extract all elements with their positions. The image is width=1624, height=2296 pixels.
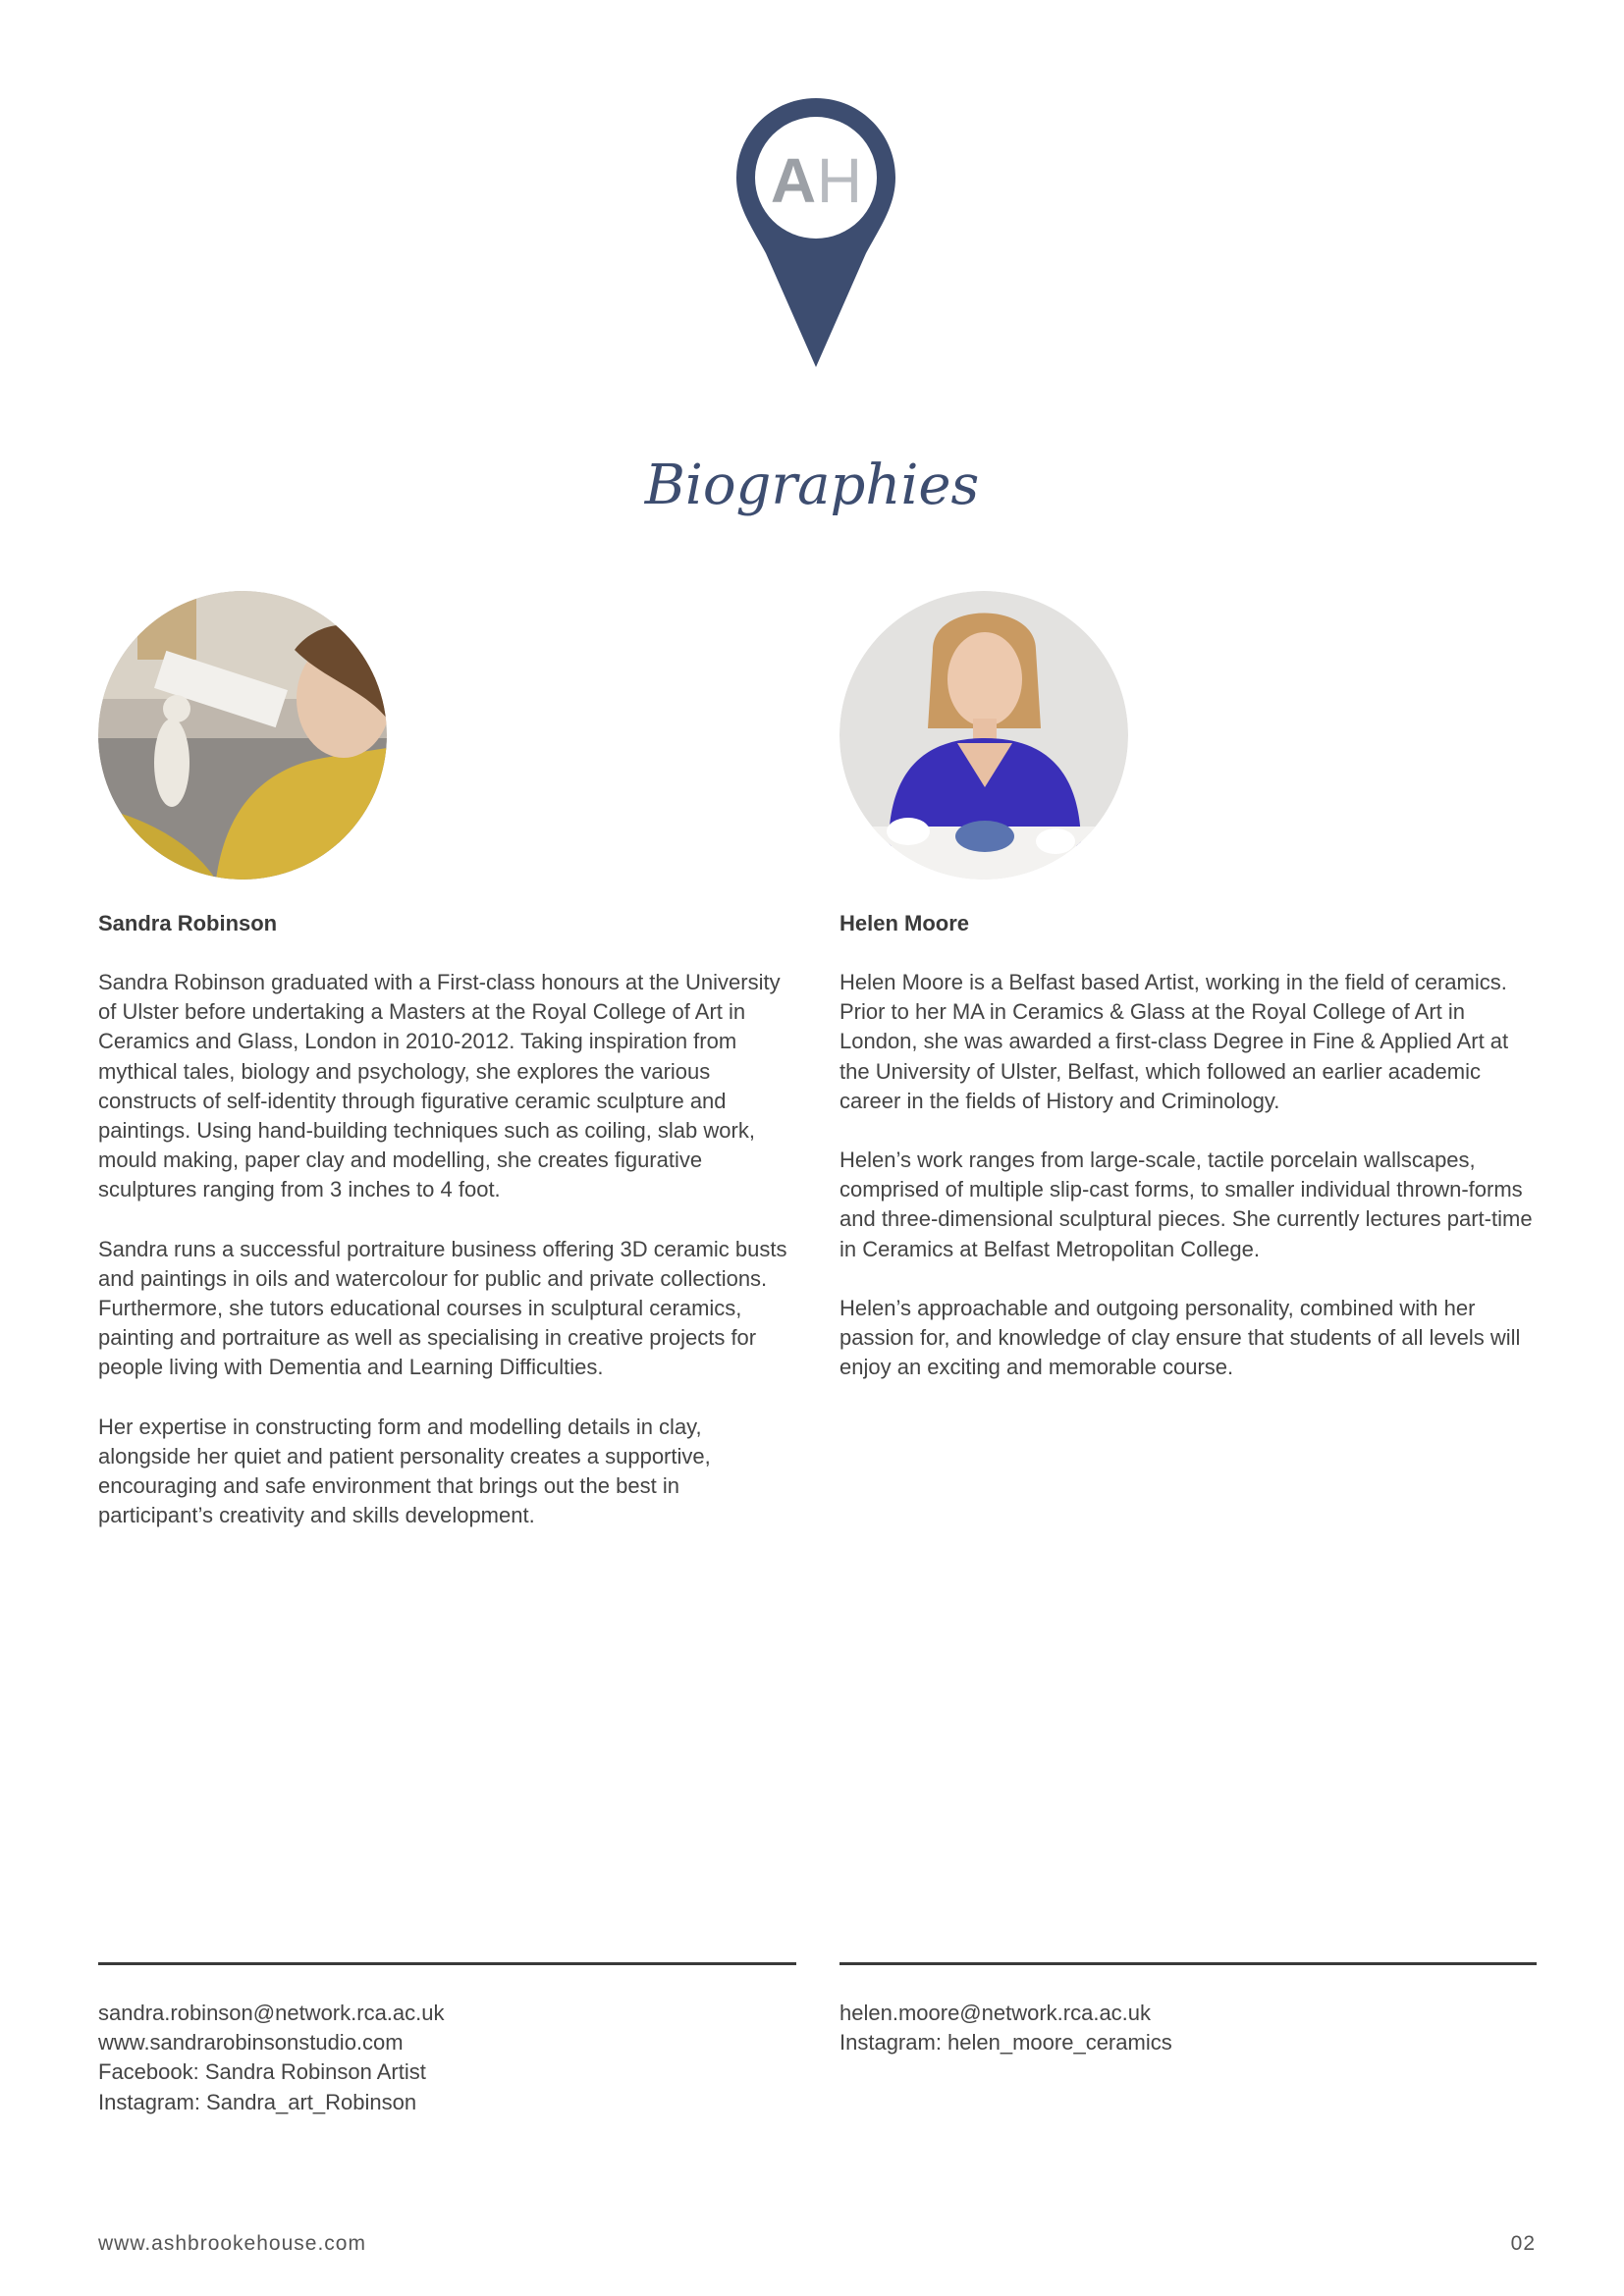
page-number: 02 <box>1510 2232 1536 2255</box>
contact-instagram: Instagram: Sandra_art_Robinson <box>98 2089 417 2114</box>
contact-email[interactable]: helen.moore@network.rca.ac.uk <box>839 2001 1152 2025</box>
logo-initial-a: A <box>770 145 817 216</box>
bio-paragraph: Helen’s work ranges from large-scale, tactile porcelain wallscapes, comprised of multiple slip-cast forms, to smaller individual thrown-forms and three-dimensional sculptural pieces. She currently lectures part-time in Ceramics at Belfast Metropolitan College. <box>839 1148 1533 1261</box>
logo-initial-h: H <box>816 145 863 216</box>
bio-paragraph: Her expertise in constructing form and modelling details in clay, alongside her quiet and patient personality creates a supportive, encouraging and safe environment that brings out the best in participant’s creativity and skills development. <box>98 1414 711 1528</box>
contact-email[interactable]: sandra.robinson@network.rca.ac.uk <box>98 2001 445 2025</box>
divider-right <box>839 1962 1537 1965</box>
portrait-photo-helen <box>839 591 1128 880</box>
location-pin-logo-icon <box>734 96 897 369</box>
bio-paragraph: Sandra Robinson graduated with a First-class honours at the University of Ulster before undertaking a Masters at the Royal College of Art in Ceramics and Glass, London in 2010-2012. Taking inspiration from mythical tales, biology and psychology, she explores the various constructs of self-identity through figurative ceramic sculpture and paintings. Using hand-building techniques such as coiling, slab work, mould making, paper clay and modelling, she creates figurative sculptures ranging from 3 inches to 4 foot. <box>98 970 781 1202</box>
divider-left <box>98 1962 796 1965</box>
contact-instagram: Instagram: helen_moore_ceramics <box>839 2030 1172 2056</box>
contacts-sandra <box>98 1999 445 2117</box>
artist-name: Sandra Robinson <box>98 911 278 935</box>
page-title: Biographies <box>644 454 980 517</box>
footer-website[interactable]: www.ashbrookehouse.com <box>98 2232 366 2255</box>
contacts-helen <box>839 1999 1172 2057</box>
contact-facebook: Facebook: Sandra Robinson Artist <box>98 2059 426 2085</box>
biography-sandra <box>98 591 797 1530</box>
bio-paragraph: Helen’s approachable and outgoing personality, combined with her passion for, and knowledge of clay ensure that students of all levels will enjoy an exciting and memorable course. <box>839 1295 1521 1380</box>
biography-helen <box>839 591 1539 1382</box>
portrait-photo-sandra <box>98 591 387 880</box>
artist-name: Helen Moore <box>839 911 970 935</box>
bio-paragraph: Helen Moore is a Belfast based Artist, working in the field of ceramics. Prior to her MA in Ceramics & Glass at the Royal College of Art in London, she was awarded a first-class Degree in Fine & Applied Art at the University of Ulster, Belfast, which followed an earlier academic career in the fields of History and Criminology. <box>839 970 1509 1113</box>
contact-website[interactable]: www.sandrarobinsonstudio.com <box>98 2030 404 2056</box>
bio-paragraph: Sandra runs a successful portraiture business offering 3D ceramic busts and paintings in oils and watercolour for public and private collections. Furthermore, she tutors educational courses in sculptural ceramics, painting and portraiture as well as specialising in creative projects for people living with Dementia and Learning Difficulties. <box>98 1236 787 1380</box>
